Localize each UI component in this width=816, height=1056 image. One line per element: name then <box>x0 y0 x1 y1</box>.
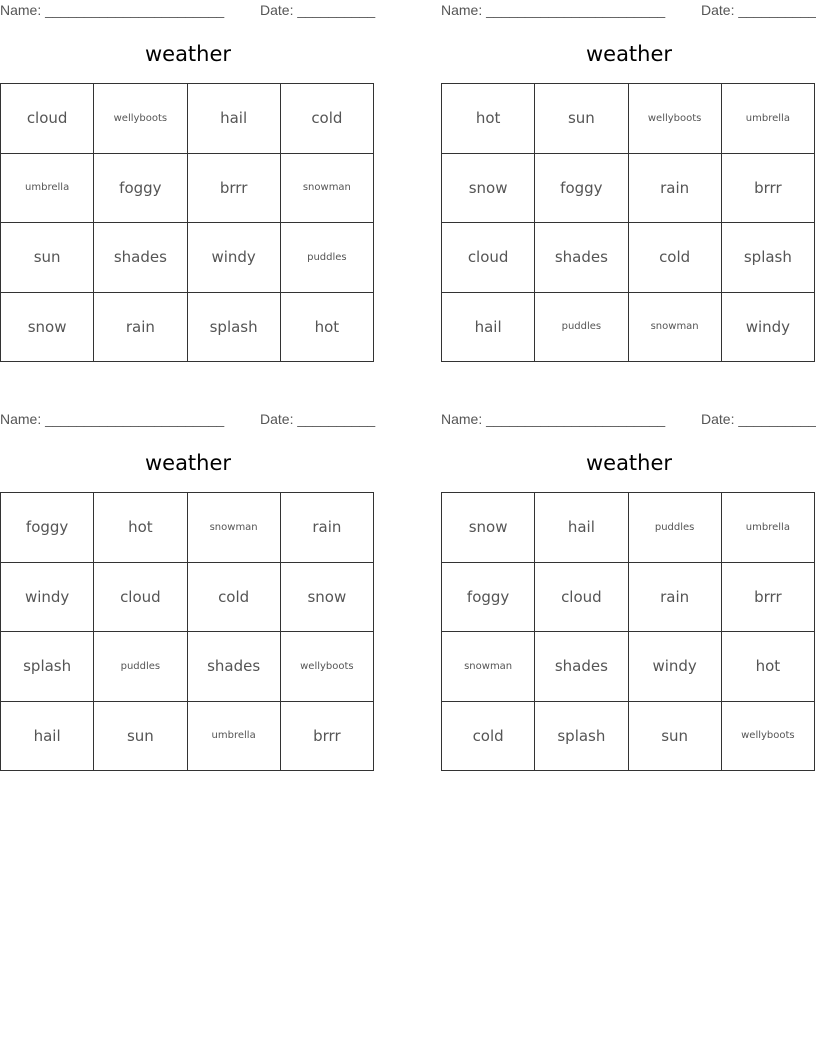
bingo-cell: rain <box>629 154 722 224</box>
bingo-cell: umbrella <box>188 702 281 772</box>
bingo-cell: rain <box>281 493 374 563</box>
bingo-grid <box>0 83 374 362</box>
bingo-grid <box>441 83 815 362</box>
bingo-cell: foggy <box>94 154 187 224</box>
bingo-cell: puddles <box>629 493 722 563</box>
bingo-cell: wellyboots <box>281 632 374 702</box>
bingo-cell: hail <box>1 702 94 772</box>
card-header <box>441 411 816 429</box>
bingo-cell: wellyboots <box>722 702 815 772</box>
bingo-cell: snow <box>442 493 535 563</box>
bingo-cell: brrr <box>722 563 815 633</box>
bingo-cell: snowman <box>188 493 281 563</box>
card-title: weather <box>144 42 232 66</box>
bingo-cell: sun <box>629 702 722 772</box>
bingo-card-2 <box>441 0 816 374</box>
bingo-cell: rain <box>94 293 187 363</box>
date-field[interactable]: Date: __________ <box>260 2 376 18</box>
bingo-cell: foggy <box>1 493 94 563</box>
bingo-cell: splash <box>722 223 815 293</box>
card-title: weather <box>585 42 673 66</box>
bingo-cell: snow <box>281 563 374 633</box>
bingo-cell: windy <box>629 632 722 702</box>
bingo-cell: brrr <box>188 154 281 224</box>
bingo-cell: hot <box>281 293 374 363</box>
bingo-cell: hot <box>94 493 187 563</box>
bingo-cell: windy <box>188 223 281 293</box>
bingo-cell: cloud <box>442 223 535 293</box>
bingo-cell: umbrella <box>722 493 815 563</box>
bingo-cell: windy <box>1 563 94 633</box>
name-field[interactable]: Name: _______________________ <box>441 2 666 18</box>
bingo-cell: hot <box>722 632 815 702</box>
bingo-cell: cold <box>281 84 374 154</box>
bingo-cell: foggy <box>535 154 628 224</box>
bingo-cell: puddles <box>281 223 374 293</box>
name-field[interactable]: Name: _______________________ <box>441 411 666 427</box>
bingo-cell: hail <box>442 293 535 363</box>
bingo-cell: puddles <box>535 293 628 363</box>
bingo-cell: snow <box>442 154 535 224</box>
bingo-cell: foggy <box>442 563 535 633</box>
bingo-cell: wellyboots <box>629 84 722 154</box>
bingo-cell: umbrella <box>1 154 94 224</box>
bingo-cell: sun <box>1 223 94 293</box>
bingo-grid <box>0 492 374 771</box>
bingo-cell: puddles <box>94 632 187 702</box>
bingo-cell: shades <box>188 632 281 702</box>
bingo-cell: snowman <box>442 632 535 702</box>
bingo-cell: cloud <box>1 84 94 154</box>
bingo-grid <box>441 492 815 771</box>
bingo-card-1 <box>0 0 376 374</box>
bingo-card-4 <box>441 409 816 783</box>
bingo-cell: hot <box>442 84 535 154</box>
bingo-cell: snowman <box>629 293 722 363</box>
bingo-cell: splash <box>535 702 628 772</box>
bingo-cell: snowman <box>281 154 374 224</box>
bingo-cell: windy <box>722 293 815 363</box>
bingo-cell: umbrella <box>722 84 815 154</box>
bingo-cell: cloud <box>94 563 187 633</box>
name-field[interactable]: Name: _______________________ <box>0 2 225 18</box>
bingo-cell: hail <box>188 84 281 154</box>
bingo-cell: cloud <box>535 563 628 633</box>
bingo-cell: rain <box>629 563 722 633</box>
date-field[interactable]: Date: __________ <box>260 411 376 427</box>
name-field[interactable]: Name: _______________________ <box>0 411 225 427</box>
bingo-cell: snow <box>1 293 94 363</box>
bingo-card-3 <box>0 409 376 783</box>
bingo-cell: cold <box>629 223 722 293</box>
bingo-cell: wellyboots <box>94 84 187 154</box>
card-header <box>0 411 376 429</box>
card-title: weather <box>585 451 673 475</box>
card-header <box>0 2 376 20</box>
date-field[interactable]: Date: __________ <box>701 411 816 427</box>
bingo-cell: hail <box>535 493 628 563</box>
bingo-cell: splash <box>1 632 94 702</box>
bingo-cell: sun <box>535 84 628 154</box>
bingo-cell: sun <box>94 702 187 772</box>
bingo-cell: brrr <box>722 154 815 224</box>
bingo-cell: cold <box>188 563 281 633</box>
bingo-cell: shades <box>94 223 187 293</box>
bingo-cell: brrr <box>281 702 374 772</box>
date-field[interactable]: Date: __________ <box>701 2 816 18</box>
bingo-cell: shades <box>535 223 628 293</box>
bingo-cell: cold <box>442 702 535 772</box>
card-header <box>441 2 816 20</box>
bingo-cell: shades <box>535 632 628 702</box>
bingo-cell: splash <box>188 293 281 363</box>
card-title: weather <box>144 451 232 475</box>
